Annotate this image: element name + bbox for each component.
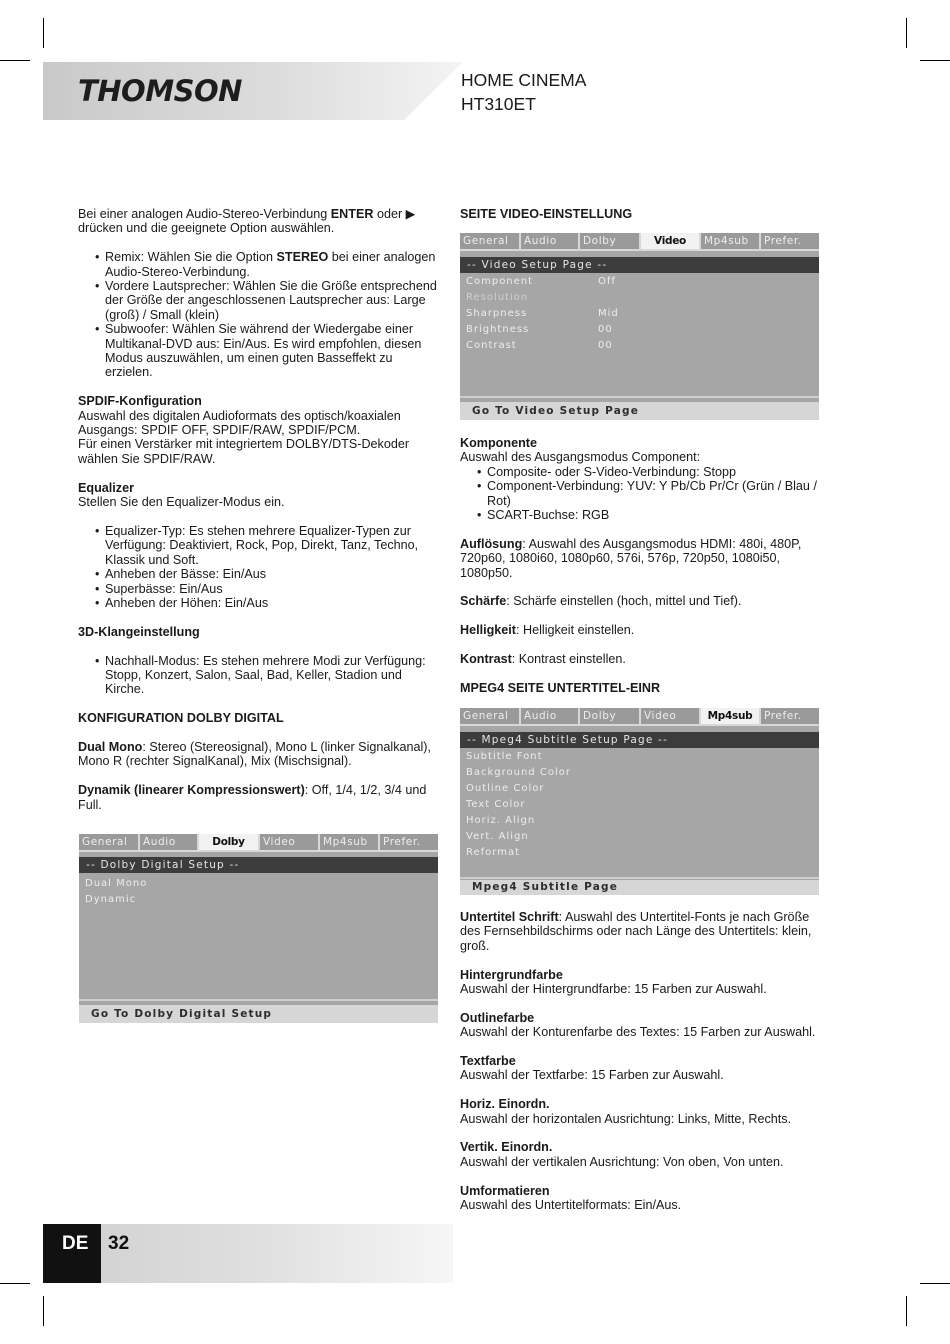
section-heading: SEITE VIDEO-EINSTELLUNG [460, 207, 633, 221]
component-bullets [460, 465, 822, 523]
list-item: • Superbässe: Ein/Aus [78, 582, 440, 596]
crop-mark [920, 1283, 950, 1284]
menu-row: Background Color [466, 767, 571, 778]
paragraph: Dynamik (linearer Kompressionswert): Off, 1/4, 1/2, 3/4 und Full. [78, 783, 427, 812]
menu-row: Brightness 00 [466, 324, 613, 335]
menu-rows [466, 749, 819, 861]
menu-row: Text Color [466, 799, 526, 810]
menu-rows [466, 274, 819, 354]
footer-band [43, 1224, 453, 1283]
list-item: • Vordere Lautsprecher: Wählen Sie die Größe entsprechend der Größe der angeschlossenen Lautsprecher aus: Large (groß) / Small (klein) [78, 279, 440, 322]
tab-prefer: Prefer. [761, 233, 819, 249]
list-item: • Component-Verbindung: YUV: Y Pb/Cb Pr/Cr (Grün / Blau / Rot) [460, 479, 822, 508]
tab-dolby: Dolby [580, 233, 641, 249]
paragraph: Auswahl der Hintergrundfarbe: 15 Farben zur Auswahl. [460, 982, 767, 997]
section-heading: Outlinefarbe [460, 1010, 535, 1025]
tab-general: General [460, 233, 521, 249]
paragraph: Auswahl des Untertitelformats: Ein/Aus. [460, 1198, 682, 1213]
menu-row: Dynamic [85, 894, 137, 905]
menu-title: -- Video Setup Page -- [460, 257, 819, 273]
menu-footer: Go To Video Setup Page [460, 402, 819, 420]
list-item: • Remix: Wählen Sie die Option STEREO bei einer analogen Audio-Stereo-Verbindung. [78, 250, 440, 279]
divider [79, 999, 438, 1001]
menu-footer: Go To Dolby Digital Setup [79, 1005, 438, 1023]
paragraph: Auswahl der Textfarbe: 15 Farben zur Auswahl. [460, 1068, 724, 1083]
divider [460, 396, 819, 398]
list-item: • Nachhall-Modus: Es stehen mehrere Modi zur Verfügung: Stopp, Konzert, Salon, Saal, Bad, Keller, Stadion und Kirche. [78, 654, 440, 697]
menu-row: Vert. Align [466, 831, 529, 842]
right-column-middle [460, 436, 822, 695]
section-heading: Vertik. Einordn. [460, 1140, 553, 1155]
menu-row: Horiz. Align [466, 815, 536, 826]
section-heading: Horiz. Einordn. [460, 1097, 550, 1112]
equalizer-bullets [78, 524, 440, 610]
paragraph: Schärfe: Schärfe einstellen (hoch, mittel und Tief). [460, 594, 742, 609]
menu-row: Contrast 00 [466, 340, 613, 351]
crop-mark [43, 1296, 44, 1326]
product-line: HOME CINEMA [461, 70, 587, 90]
crop-mark [0, 60, 30, 61]
list-item: • Anheben der Höhen: Ein/Aus [78, 596, 440, 610]
tab-general: General [460, 708, 521, 724]
tab-dolby: Dolby [580, 708, 641, 724]
left-column [78, 207, 440, 812]
list-item: • Anheben der Bässe: Ein/Aus [78, 567, 440, 581]
list-item: • Composite- oder S-Video-Verbindung: Stopp [460, 465, 822, 479]
menu-row: Resolution [466, 292, 529, 303]
list-item: • Equalizer-Typ: Es stehen mehrere Equalizer-Typen zur Verfügung: Deaktiviert, Rock, Pop, Direkt, Tanz, Techno, Klassik und Soft. [78, 524, 440, 567]
paragraph: Für einen Verstärker mit integriertem DOLBY/DTS-Dekoder wählen Sie SPDIF/RAW. [78, 437, 410, 466]
list-item: • Subwoofer: Wählen Sie während der Wiedergabe einer Multikanal-DVD aus: Ein/Aus. Es wird empfohlen, diesen Modus auszuwählen, um einen guten Basseffekt zu erzielen. [78, 322, 440, 380]
tab-mp4sub: Mp4sub [701, 708, 761, 724]
model-number: HT310ET [461, 94, 536, 114]
section-heading: Hintergrundfarbe [460, 967, 563, 982]
section-heading: SPDIF-Konfiguration [78, 394, 202, 409]
tab-audio: Audio [140, 834, 199, 850]
menu-row: Reformat [466, 847, 521, 858]
right-column-top [460, 207, 820, 221]
divider [460, 877, 819, 879]
paragraph: Auswahl der vertikalen Ausrichtung: Von oben, Von unten. [460, 1154, 784, 1169]
section-heading: Komponente [460, 436, 537, 450]
section-heading: MPEG4 SEITE UNTERTITEL-EINR [460, 680, 661, 695]
section-heading: 3D-Klangeinstellung [78, 624, 200, 639]
mpeg4-subtitle-screenshot [460, 708, 819, 895]
crop-mark [920, 60, 950, 61]
tab-prefer: Prefer. [761, 708, 819, 724]
brand-logo: THOMSON [78, 74, 242, 108]
crop-mark [906, 18, 907, 48]
paragraph: Auswahl der horizontalen Ausrichtung: Links, Mitte, Rechts. [460, 1111, 792, 1126]
menu-title: -- Mpeg4 Subtitle Setup Page -- [460, 732, 819, 748]
menu-rows [85, 876, 438, 908]
tab-mp4sub: Mp4sub [701, 233, 761, 249]
tab-video: Video [641, 233, 701, 249]
tab-prefer: Prefer. [380, 834, 438, 850]
product-title [461, 68, 586, 116]
tab-mp4sub: Mp4sub [320, 834, 380, 850]
section-heading: Textfarbe [460, 1054, 516, 1069]
menu-footer: Mpeg4 Subtitle Page [460, 880, 819, 895]
menu-tab-bar [460, 708, 819, 726]
paragraph: Auswahl des Ausgangsmodus Component: [460, 450, 701, 465]
paragraph: Stellen Sie den Equalizer-Modus ein. [78, 495, 285, 510]
section-heading: Equalizer [78, 480, 134, 495]
crop-mark [43, 18, 44, 48]
language-code: DE [62, 1233, 89, 1254]
paragraph: Helligkeit: Helligkeit einstellen. [460, 623, 635, 638]
section-heading: Umformatieren [460, 1183, 550, 1198]
tab-video: Video [641, 708, 701, 724]
menu-row: Outline Color [466, 783, 545, 794]
menu-row: Sharpness Mid [466, 308, 619, 319]
intro-paragraph: Bei einer analogen Audio-Stereo-Verbindung ENTER oder ▶ drücken und die geeignete Option auswählen. [78, 207, 416, 236]
menu-row: Subtitle Font [466, 751, 543, 762]
crop-mark [906, 1296, 907, 1326]
list-item: • SCART-Buchse: RGB [460, 508, 822, 522]
menu-tab-bar [460, 233, 819, 251]
paragraph: Kontrast: Kontrast einstellen. [460, 652, 626, 667]
menu-row: Component Off [466, 276, 616, 287]
video-setup-screenshot [460, 233, 819, 420]
paragraph: Dual Mono: Stereo (Stereosignal), Mono L (linker Signalkanal), Mono R (rechter SignalKanal), Mix (Mischsignal). [78, 739, 431, 769]
tab-audio: Audio [521, 233, 580, 249]
3d-bullets [78, 654, 440, 697]
dolby-setup-screenshot [79, 834, 438, 1023]
paragraph: Untertitel Schrift: Auswahl des Untertitel-Fonts je nach Größe des Fernsehbildschirms oder nach Länge des Untertitels: klein, groß. [460, 910, 812, 953]
menu-row: Dual Mono [85, 878, 148, 889]
paragraph: Auflösung: Auswahl des Ausgangsmodus HDMI: 480i, 480P, 720p60, 1080i60, 1080p60, 576i, 576p, 720p50, 1080i50, 1080p50. [460, 536, 802, 580]
menu-tab-bar [79, 834, 438, 852]
paragraph: Auswahl der Konturenfarbe des Textes: 15 Farben zur Auswahl. [460, 1025, 816, 1040]
crop-mark [0, 1283, 30, 1284]
tab-audio: Audio [521, 708, 580, 724]
paragraph: Auswahl des digitalen Audioformats des optisch/koaxialen Ausgangs: SPDIF OFF, SPDIF/RAW, SPDIF/PCM. [78, 408, 401, 438]
audio-bullets [78, 250, 440, 380]
tab-dolby: Dolby [199, 834, 260, 850]
section-heading: KONFIGURATION DOLBY DIGITAL [78, 711, 284, 726]
menu-title: -- Dolby Digital Setup -- [79, 857, 438, 873]
right-column-bottom [460, 910, 822, 1212]
tab-video: Video [260, 834, 320, 850]
tab-general: General [79, 834, 140, 850]
page-number: 32 [108, 1233, 130, 1254]
